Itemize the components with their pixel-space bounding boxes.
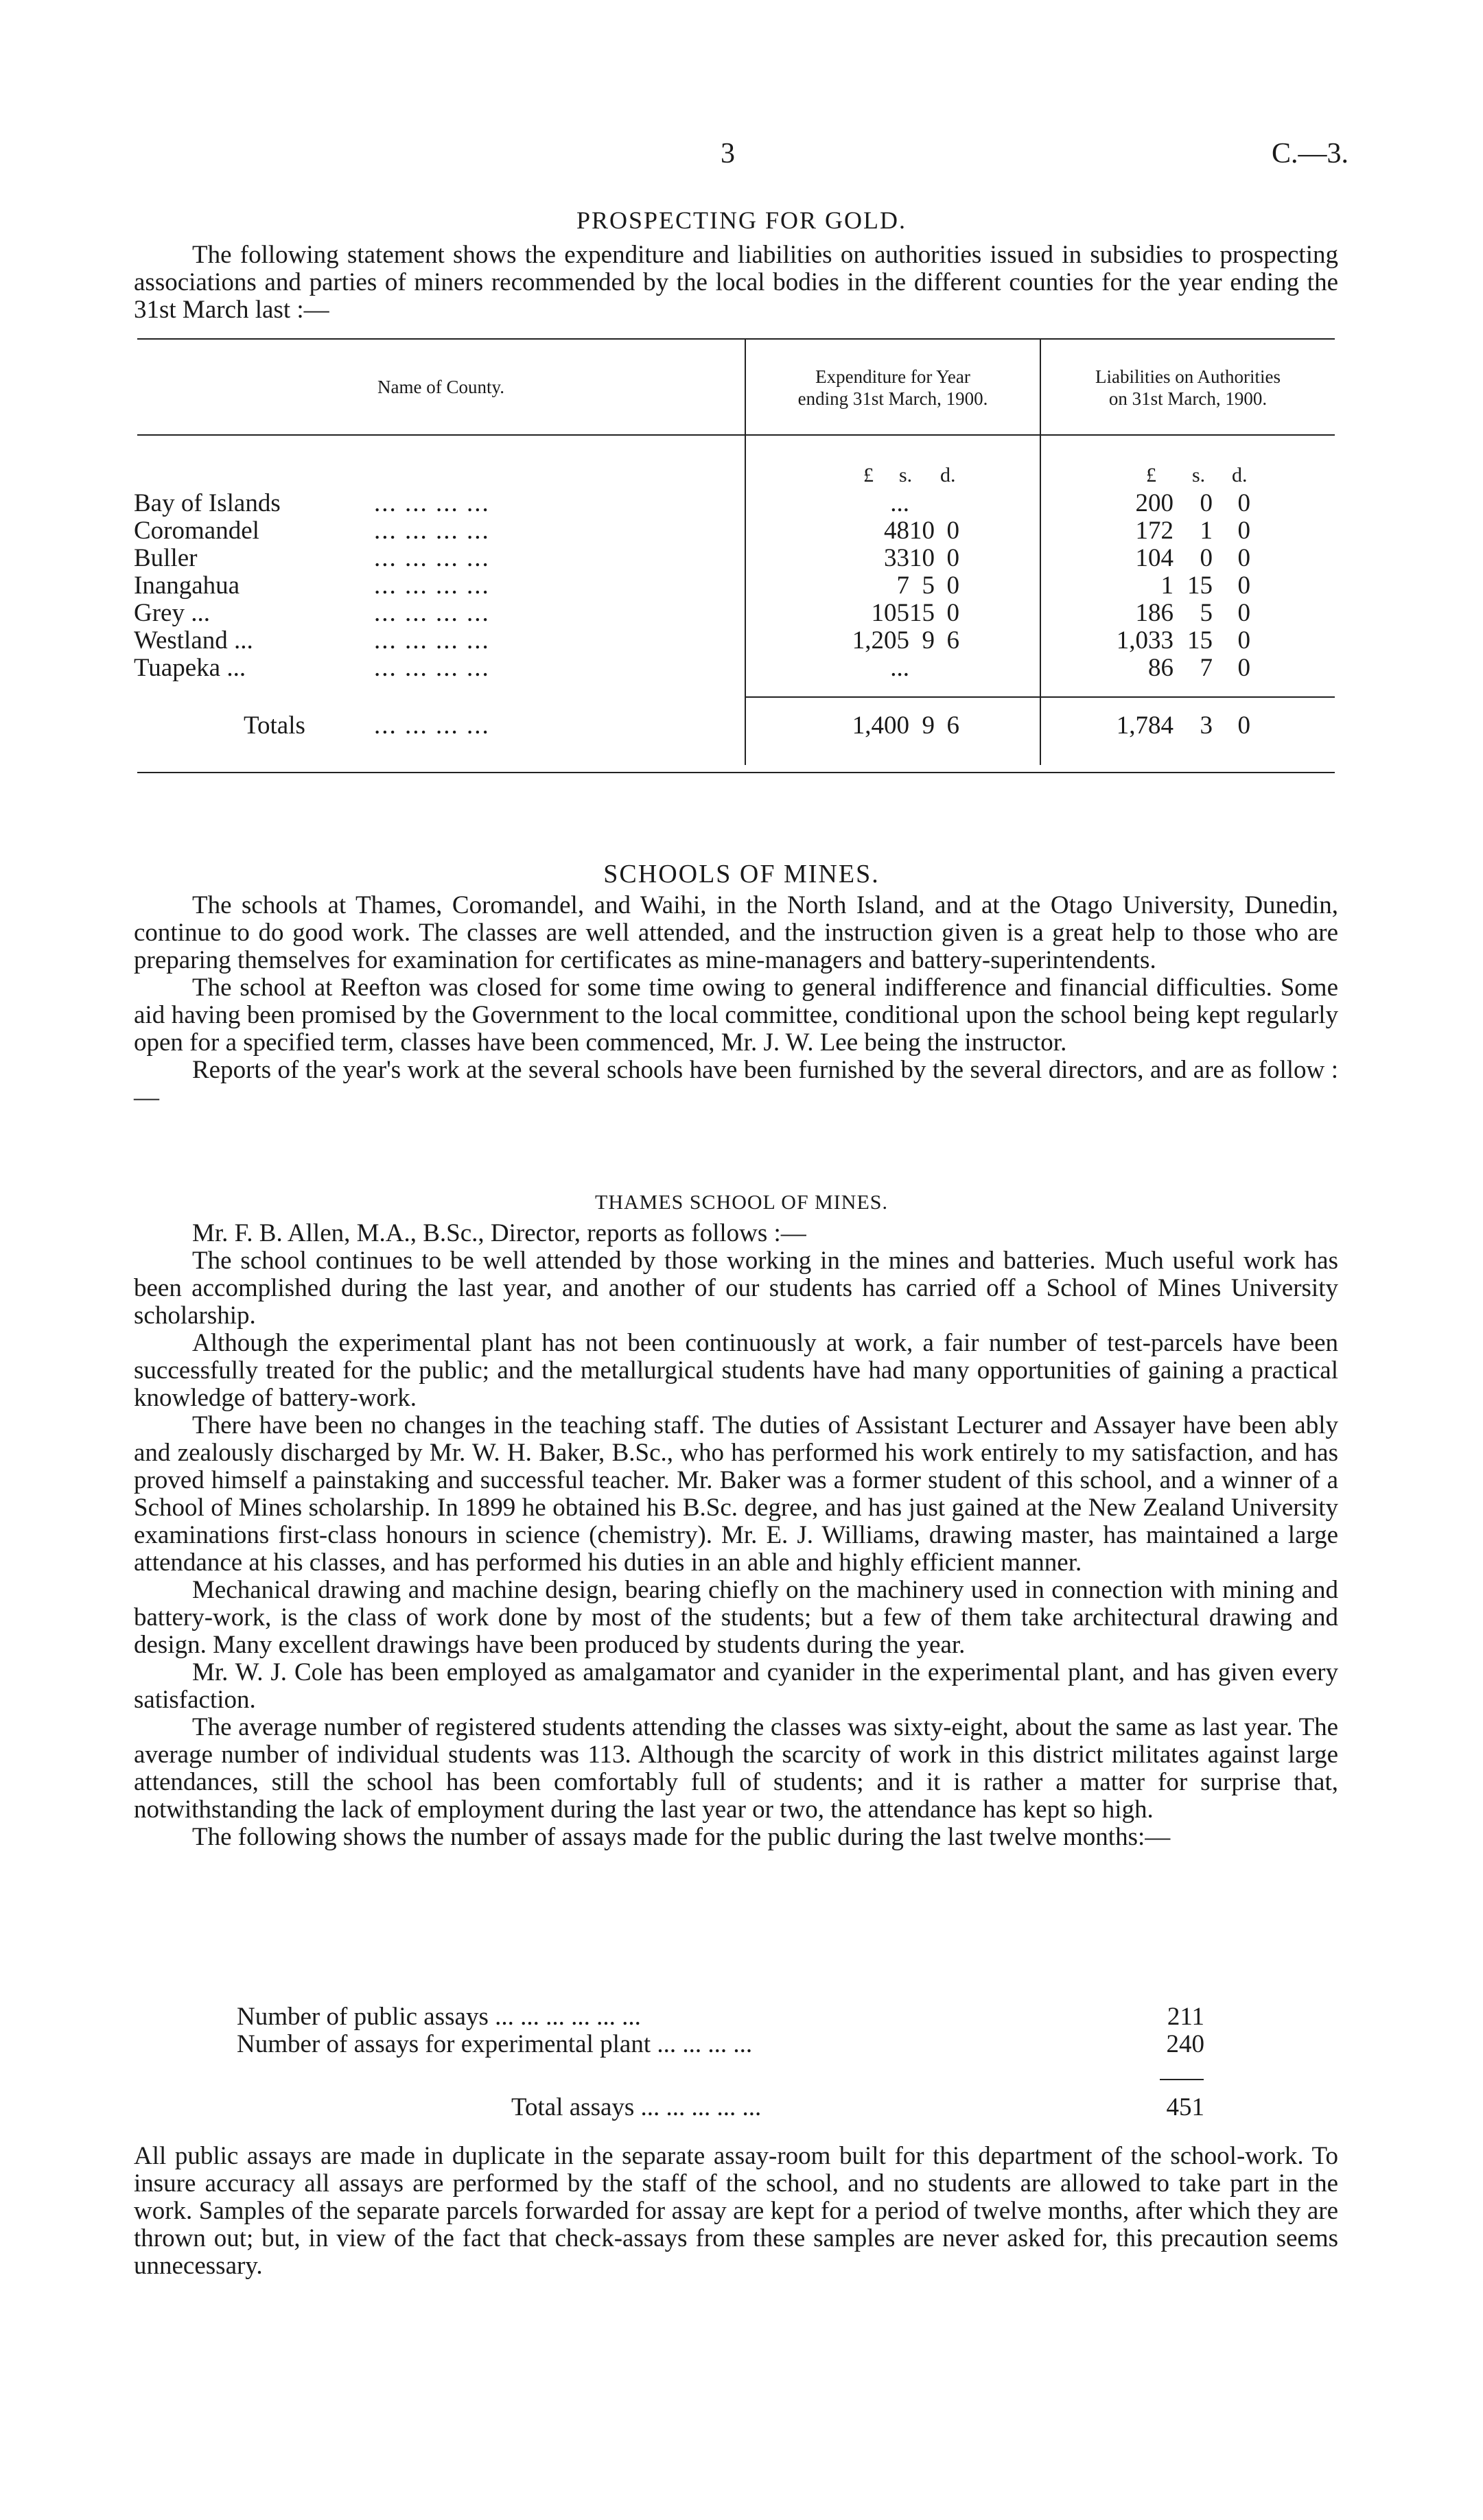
- schools-paragraph: Reports of the year's work at the several schools have been furnished by the several directors, and are as follow :—: [134, 1056, 1338, 1111]
- cell-lia-s: 1: [1200, 517, 1213, 545]
- cell-lia-l: 200: [1135, 489, 1173, 517]
- thames-title: THAMES SCHOOL OF MINES.: [595, 1191, 888, 1214]
- cell-lia-d: 0: [1237, 544, 1250, 572]
- leader-dots: ... ... ... ...: [374, 517, 490, 545]
- cell-lia-d: 0: [1237, 599, 1250, 627]
- unit-pounds-lia: £: [1146, 464, 1156, 486]
- assay-experimental-value: 240: [1166, 2030, 1204, 2058]
- totals-label: Totals: [244, 711, 305, 740]
- col-header-expenditure-line1: Expenditure for Year: [815, 366, 970, 387]
- table-bottom-rule: [137, 772, 1335, 773]
- schools-paragraph: The school at Reefton was closed for some time owing to general indifference and financial difficulties. Some aid having been promised by the Government to the local committee, conditional upon the school being kept regularly open for a specified term, classes have been commenced, Mr. J. W. Lee being the instructor.: [134, 974, 1338, 1057]
- county-name: Coromandel: [134, 517, 259, 545]
- col-header-expenditure: [746, 366, 1040, 410]
- cell-exp-d: 6: [946, 626, 959, 655]
- assay-total-label: Total assays ... ... ... ... ...: [511, 2093, 762, 2121]
- cell-lia-d: 0: [1237, 572, 1250, 600]
- prospecting-intro: [134, 242, 1338, 324]
- thames-closing: [134, 2143, 1338, 2280]
- thames-paragraph: The school continues to be well attended by those working in the mines and batteries. Much useful work has been accomplished during the last year, and another of our students has carried off a School of Mines University scholarship.: [134, 1247, 1338, 1330]
- cell-exp-s: 15: [909, 599, 935, 627]
- total-exp-l: 1,400: [852, 711, 909, 740]
- leader-dots: ... ... ... ...: [374, 544, 490, 572]
- cell-lia-l: 186: [1135, 599, 1173, 627]
- prospecting-title: PROSPECTING FOR GOLD.: [576, 207, 907, 234]
- thames-closing-text: All public assays are made in duplicate in the separate assay-room built for this department of the school-work. To insure accuracy all assays are performed by the staff of the school, and no students are allowed to take part in the work. Samples of the separate parcels forwarded for assay are kept for a period of twelve months, after which they are thrown out; but, in view of the fact that check-assays from these samples are never asked for, this precaution seems unnecessary.: [134, 2142, 1338, 2280]
- cell-exp-s: 9: [922, 626, 935, 655]
- cell-lia-l: 172: [1135, 517, 1173, 545]
- total-lia-l: 1,784: [1116, 711, 1173, 740]
- thames-paragraph: There have been no changes in the teaching staff. The duties of Assistant Lecturer and Assayer have been ably and zealously discharged by Mr. W. H. Baker, B.Sc., who has performed his work entirely to my satisfaction, and has proved himself a painstaking and successful teacher. Mr. Baker was a former student of this school, and a winner of a School of Mines scholarship. In 1899 he obtained his B.Sc. degree, and has just gained at the New Zealand University examinations first-class honours in science (chemistry). Mr. E. J. Williams, drawing master, has maintained a large attendance at his classes, and has performed his duties in an able and highly efficient manner.: [134, 1411, 1338, 1577]
- thames-paragraph: Mechanical drawing and machine design, bearing chiefly on the machinery used in connection with mining and battery-work, is the class of work done by most of the students; but a few of them take architectural drawing and design. Many excellent drawings have been produced by students during the year.: [134, 1576, 1338, 1659]
- county-name: Inangahua: [134, 572, 240, 600]
- page-reference: C.—3.: [1271, 138, 1348, 169]
- cell-lia-d: 0: [1237, 517, 1250, 545]
- unit-pence-lia: d.: [1232, 464, 1248, 486]
- assay-experimental-label: Number of assays for experimental plant ... ... ... ...: [237, 2030, 753, 2058]
- thames-paragraph: Mr. F. B. Allen, M.A., B.Sc., Director, reports as follows :—: [192, 1219, 806, 1247]
- cell-exp-l: ...: [890, 489, 909, 517]
- table-top-rule: [137, 338, 1335, 340]
- schools-body: [134, 892, 1338, 1111]
- col-header-liabilities-line1: Liabilities on Authorities: [1095, 366, 1281, 387]
- leader-dots: ... ... ... ...: [374, 711, 490, 740]
- cell-exp-d: 0: [946, 572, 959, 600]
- leader-dots: ... ... ... ...: [374, 626, 490, 655]
- cell-exp-d: 0: [946, 517, 959, 545]
- cell-lia-s: 0: [1200, 489, 1213, 517]
- cell-lia-s: 7: [1200, 654, 1213, 682]
- cell-lia-d: 0: [1237, 489, 1250, 517]
- total-exp-d: 6: [946, 711, 959, 740]
- unit-pence-exp: d.: [940, 464, 956, 486]
- schools-paragraph: The schools at Thames, Coromandel, and Waihi, in the North Island, and at the Otago University, Dunedin, continue to do good work. The classes are well attended, and the instruction given is a great help to those who are preparing themselves for examination for certificates as mine-managers and battery-superintendents.: [134, 891, 1338, 974]
- thames-paragraph: Although the experimental plant has not been continuously at work, a fair number of test-parcels have been successfully treated for the public; and the metallurgical students have had many opportunities of gaining a practical knowledge of battery-work.: [134, 1329, 1338, 1412]
- cell-exp-d: 0: [946, 599, 959, 627]
- leader-dots: ... ... ... ...: [374, 572, 490, 600]
- unit-shillings-exp: s.: [899, 464, 913, 486]
- page-number: 3: [721, 138, 735, 169]
- leader-dots: ... ... ... ...: [374, 654, 490, 682]
- leader-dots: ... ... ... ...: [374, 599, 490, 627]
- cell-exp-l: 105: [871, 599, 909, 627]
- table-totals-rule: [745, 696, 1335, 698]
- assay-total-value: 451: [1166, 2093, 1204, 2121]
- prospecting-intro-text: The following statement shows the expenditure and liabilities on authorities issued in subsidies to prospecting associations and parties of miners recommended by the local bodies in the different counties for the year ending the 31st March last :—: [134, 241, 1338, 324]
- cell-exp-l: 48: [884, 517, 909, 545]
- cell-exp-s: 10: [909, 544, 935, 572]
- county-name: Grey ...: [134, 599, 210, 627]
- unit-pounds-exp: £: [863, 464, 874, 486]
- cell-exp-s: 10: [909, 517, 935, 545]
- cell-exp-l: ...: [890, 654, 909, 682]
- cell-exp-d: 0: [946, 544, 959, 572]
- thames-paragraph: The average number of registered students attending the classes was sixty-eight, about the same as last year. The average number of individual students was 113. Although the scarcity of work in this district militates against large attendances, still the school has been comfortably full of students; and it is rather a matter for surprise that, notwithstanding the lack of employment during the last year or two, the attendance has kept so high.: [134, 1713, 1338, 1824]
- leader-dots: ... ... ... ...: [374, 489, 490, 517]
- cell-lia-s: 15: [1187, 626, 1213, 655]
- cell-lia-s: 15: [1187, 572, 1213, 600]
- thames-paragraph: Mr. W. J. Cole has been employed as amalgamator and cyanider in the experimental plant, and has given every satisfaction.: [134, 1658, 1338, 1714]
- col-header-liabilities-line2: on 31st March, 1900.: [1108, 388, 1268, 409]
- assay-public-value: 211: [1167, 2003, 1204, 2031]
- cell-lia-d: 0: [1237, 626, 1250, 655]
- total-lia-d: 0: [1237, 711, 1250, 740]
- assay-sum-rule: [1160, 2079, 1204, 2080]
- cell-lia-d: 0: [1237, 654, 1250, 682]
- schools-title: SCHOOLS OF MINES.: [603, 860, 880, 888]
- cell-lia-l: 1,033: [1116, 626, 1173, 655]
- cell-exp-l: 33: [884, 544, 909, 572]
- col-header-county: Name of County.: [377, 377, 504, 397]
- county-name: Tuapeka ...: [134, 654, 246, 682]
- cell-lia-l: 1: [1160, 572, 1173, 600]
- assay-public-label: Number of public assays ... ... ... ... ... ...: [237, 2003, 641, 2031]
- thames-paragraph: The following shows the number of assays made for the public during the last twelve months:—: [192, 1823, 1171, 1851]
- cell-lia-l: 86: [1148, 654, 1173, 682]
- county-name: Buller: [134, 544, 198, 572]
- cell-exp-l: 7: [896, 572, 909, 600]
- cell-lia-s: 5: [1200, 599, 1213, 627]
- cell-exp-s: 5: [922, 572, 935, 600]
- unit-shillings-lia: s.: [1192, 464, 1206, 486]
- cell-lia-s: 0: [1200, 544, 1213, 572]
- thames-body: [134, 1220, 1338, 1851]
- total-exp-s: 9: [922, 711, 935, 740]
- table-header-rule: [137, 434, 1335, 436]
- cell-exp-l: 1,205: [852, 626, 909, 655]
- county-name: Westland ...: [134, 626, 253, 655]
- col-header-expenditure-line2: ending 31st March, 1900.: [797, 388, 988, 409]
- cell-lia-l: 104: [1135, 544, 1173, 572]
- col-header-liabilities: [1041, 366, 1335, 410]
- total-lia-s: 3: [1200, 711, 1213, 740]
- county-name: Bay of Islands: [134, 489, 281, 517]
